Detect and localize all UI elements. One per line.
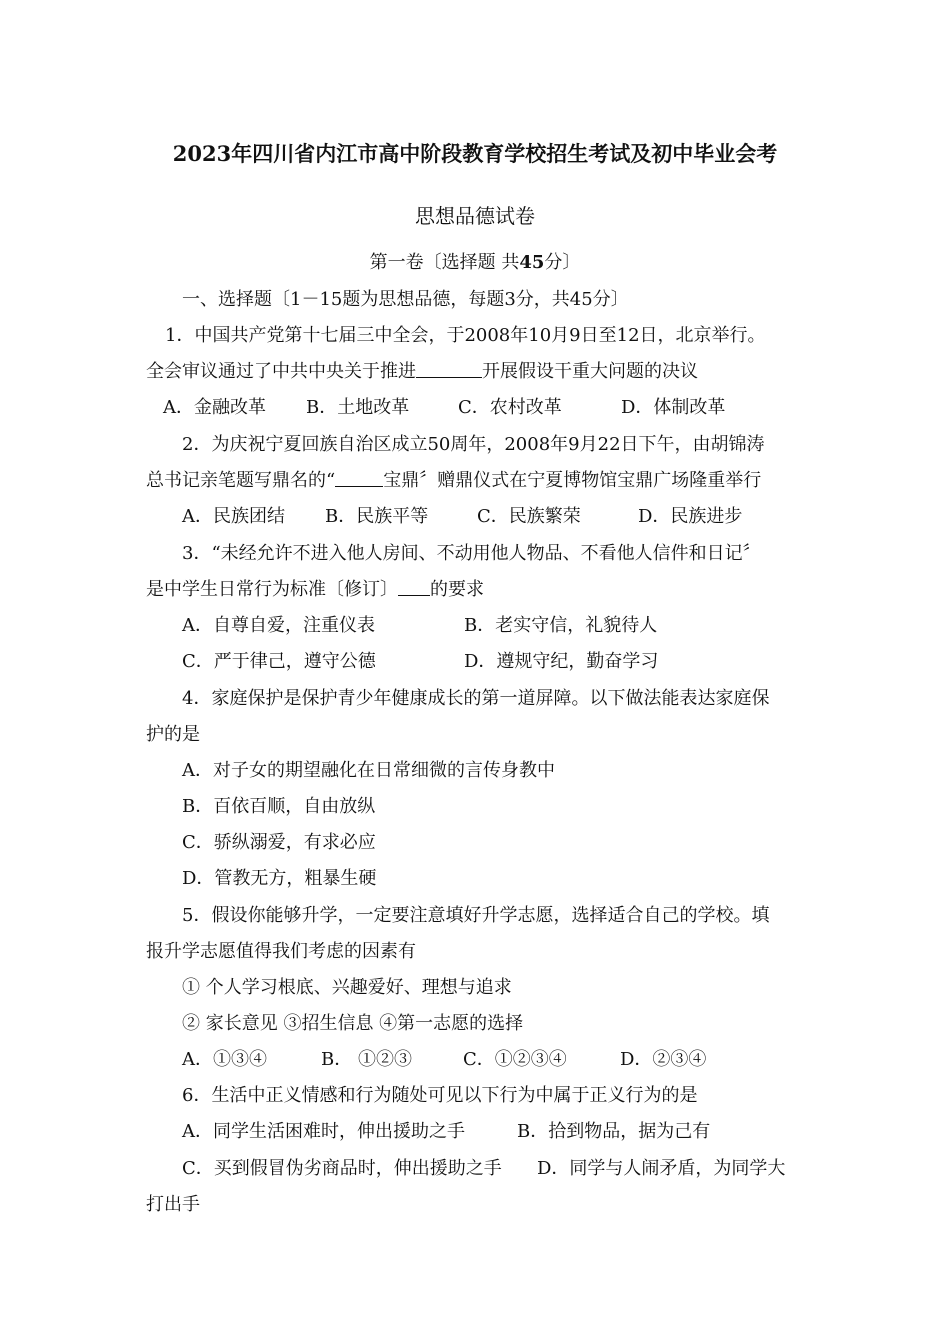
volume-suffix: 分〕 — [544, 252, 581, 273]
stem-text: 开展假设干重大问题的决议 — [482, 361, 698, 382]
question-stem-cont — [146, 360, 698, 384]
stem-text: 的要求 — [430, 579, 484, 600]
volume-score: 45 — [519, 252, 545, 273]
factor-item: ② 家长意见 ③招生信息 ④第一志愿的选择 — [182, 1013, 524, 1034]
option-d-cont: 打出手 — [146, 1194, 200, 1215]
option-b: B． ①②③ — [321, 1049, 412, 1070]
option-c: C．买到假冒伪劣商品时，伸出援助之手 — [182, 1158, 502, 1179]
answer-blank — [416, 360, 482, 378]
question-stem: 2．为庆祝宁夏回族自治区成立50周年，2008年9月22日下午，由胡锦涛 — [182, 434, 765, 455]
stem-text: 全会审议通过了中共中央关于推进 — [146, 361, 416, 382]
question-stem-cont — [146, 578, 484, 602]
option-a: A．①③④ — [182, 1049, 267, 1070]
question-stem: 1．中国共产党第十七届三中全会，于2008年10月9日至12日，北京举行。 — [165, 325, 766, 346]
question-stem: 3．“未经允许不进入他人房间、不动用他人物品、不看他人信件和日记〞 — [182, 543, 761, 564]
option-b: B．百依百顺，自由放纵 — [182, 796, 376, 817]
exam-subtitle: 思想品德试卷 — [415, 204, 535, 228]
question-stem: 5．假设你能够升学，一定要注意填好升学志愿，选择适合自己的学校。填 — [182, 905, 770, 926]
question-stem-cont — [146, 469, 761, 493]
option-b: B．土地改革 — [306, 397, 410, 418]
option-a: A．金融改革 — [163, 397, 266, 418]
volume-prefix: 第一卷〔选择题 共 — [369, 252, 520, 273]
option-d: D．民族进步 — [638, 506, 743, 527]
question-stem-cont: 报升学志愿值得我们考虑的因素有 — [146, 941, 416, 962]
question-stem-cont: 护的是 — [146, 724, 200, 745]
option-a: A．对子女的期望融化在日常细微的言传身教中 — [182, 760, 555, 781]
question-stem: 6．生活中正义情感和行为随处可见以下行为中属于正义行为的是 — [182, 1085, 698, 1106]
answer-blank — [335, 469, 383, 487]
volume-heading — [0, 251, 950, 275]
option-a: A．同学生活困难时，伸出援助之手 — [182, 1121, 465, 1142]
stem-text: 总书记亲笔题写鼎名的“ — [146, 470, 336, 491]
section-heading: 一、选择题〔1－15题为思想品德，每题3分，共45分〕 — [182, 289, 629, 310]
option-b: B．民族平等 — [325, 506, 429, 527]
option-d: D．②③④ — [620, 1049, 707, 1070]
option-d: D．遵规守纪，勤奋学习 — [464, 651, 659, 672]
option-c: C．严于律己，遵守公德 — [182, 651, 376, 672]
option-d: D．体制改革 — [621, 397, 726, 418]
stem-text: 宝鼎〞赠鼎仪式在宁夏博物馆宝鼎广场隆重举行 — [383, 470, 762, 491]
option-c: C．骄纵溺爱，有求必应 — [182, 832, 376, 853]
option-c: C．①②③④ — [463, 1049, 567, 1070]
option-b: B．老实守信，礼貌待人 — [464, 615, 658, 636]
answer-blank — [398, 578, 430, 596]
option-a: A．自尊自爱，注重仪表 — [182, 615, 375, 636]
option-a: A．民族团结 — [182, 506, 285, 527]
stem-text: 是中学生日常行为标准〔修订〕 — [146, 579, 398, 600]
option-b: B．拾到物品，据为己有 — [517, 1121, 711, 1142]
option-c: C．民族繁荣 — [477, 506, 581, 527]
question-stem: 4．家庭保护是保护青少年健康成长的第一道屏障。以下做法能表达家庭保 — [182, 688, 770, 709]
option-d: D．同学与人闹矛盾，为同学大 — [537, 1158, 786, 1179]
factor-item: ① 个人学习根底、兴趣爱好、理想与追求 — [182, 977, 512, 998]
option-c: C．农村改革 — [458, 397, 562, 418]
option-d: D．管教无方，粗暴生硬 — [182, 868, 377, 889]
exam-title: 2023年四川省内江市高中阶段教育学校招生考试及初中毕业会考 — [172, 141, 778, 166]
